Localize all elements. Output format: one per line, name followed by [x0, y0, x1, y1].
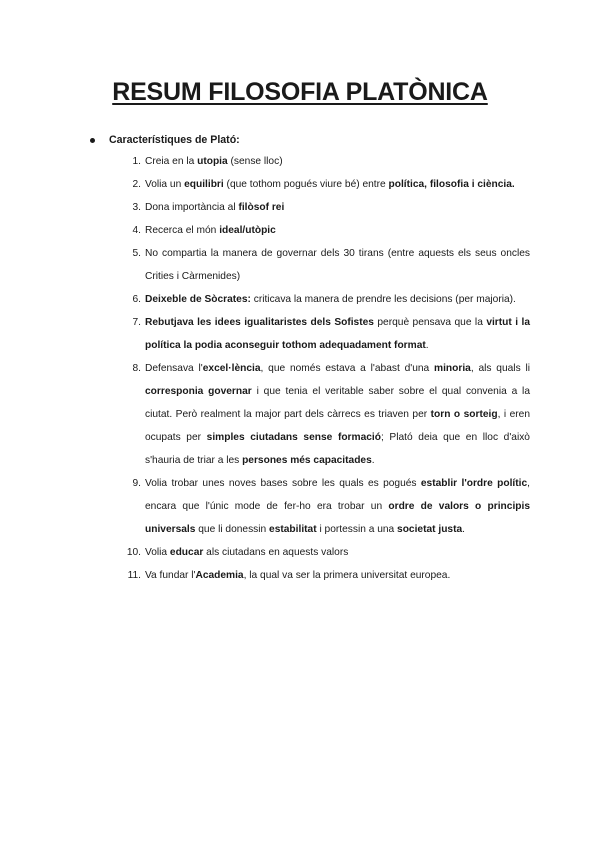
list-item-bold-text: filòsof rei [238, 202, 285, 213]
list-item-text: Recerca el món [145, 225, 220, 236]
list-item-text: Volia un [145, 179, 185, 190]
list-item-bold-text: Academia [195, 570, 244, 581]
bullet-icon [90, 138, 95, 143]
list-item-number: 8. [132, 363, 141, 374]
list-item-number: 11. [127, 570, 141, 581]
list-item [132, 219, 530, 242]
list-item-text: Va fundar l' [145, 570, 196, 581]
list-item-number: 3. [132, 202, 141, 213]
list-item-number: 7. [132, 317, 141, 328]
list-item-bold-text: torn o sorteig [430, 409, 498, 420]
numbered-list [126, 150, 530, 587]
list-item [132, 288, 530, 311]
list-item-text: als ciutadans en aquests valors [203, 547, 349, 558]
list-item-text: (que tothom pogués viure bé) entre [223, 179, 389, 190]
bullet-heading [90, 134, 240, 146]
list-item-bold-text: política, filosofia i ciència. [388, 179, 515, 190]
list-item [132, 173, 530, 196]
list-item-bold-text: Rebutjava les idees igualitaristes dels Sofistes [145, 317, 374, 328]
list-item [132, 472, 530, 541]
list-item [126, 541, 530, 564]
list-item-text: , que només estava a l'abast d'una [260, 363, 435, 374]
list-item [132, 357, 530, 472]
list-item-text: . [425, 340, 429, 351]
list-item-text: , encara que l'únic mode de fer-ho era trobar un [145, 478, 530, 512]
list-item-text: Dona importància al [145, 202, 239, 213]
list-item-bold-text: societat justa [397, 524, 463, 535]
list-item-bold-text: equilibri [184, 179, 224, 190]
list-item-bold-text: persones més capacitades [242, 455, 372, 466]
list-item-text: que li donessin [195, 524, 270, 535]
list-item-number: 10. [126, 547, 141, 558]
list-item-text: Volia trobar unes noves bases sobre les quals es pogués [145, 478, 421, 489]
list-item-bold-text: ordre de valors o principis universals [145, 501, 530, 535]
list-item-number: 5. [132, 248, 141, 259]
list-item-bold-text: estabilitat [269, 524, 317, 535]
list-item-bold-text: utopia [197, 156, 228, 167]
list-item-text: , la qual va ser la primera universitat europea. [243, 570, 451, 581]
list-item [132, 196, 530, 219]
list-item-text: No compartia la manera de governar dels 30 tirans (entre aquests els seus oncles Crities i Càrmenides) [145, 248, 530, 282]
list-item-bold-text: ideal/utòpic [219, 225, 276, 236]
list-item-number: 2. [132, 179, 141, 190]
page-title-text: RESUM FILOSOFIA PLATÒNICA [112, 78, 488, 106]
list-item-bold-text: minoria [434, 363, 471, 374]
list-item-text: perquè pensava que la [373, 317, 487, 328]
list-item-bold-text: educar [169, 547, 204, 558]
list-item-text: i portessin a una [316, 524, 398, 535]
list-item-bold-text: Deixeble de Sòcrates: [145, 294, 251, 305]
bullet-heading-text: Característiques de Plató: [109, 134, 240, 146]
list-item-text: . [462, 524, 465, 535]
list-item-bold-text: virtut i la política la podia aconseguir tothom adequadament format [145, 317, 530, 351]
list-item-bold-text: simples ciutadans sense formació [206, 432, 381, 443]
list-item [132, 242, 530, 288]
list-item-text: Volia [145, 547, 170, 558]
list-item-bold-text: corresponia governar [145, 386, 252, 397]
list-item-text: Defensava l' [145, 363, 203, 374]
list-item-text: criticava la manera de prendre les decisions (per majoria). [250, 294, 516, 305]
list-item-text: . [371, 455, 375, 466]
list-item-number: 4. [132, 225, 141, 236]
list-item-text: i que tenia el veritable saber sobre el qual convenia a la ciutat. Però realment la major part dels càrrecs es triaven per [145, 386, 530, 420]
list-item-number: 1. [132, 156, 141, 167]
list-item-number: 9. [132, 478, 141, 489]
list-item [132, 150, 530, 173]
list-item-bold-text: excel·lència [202, 363, 261, 374]
list-item [127, 564, 530, 587]
list-item-text: (sense lloc) [227, 156, 283, 167]
page-title [0, 78, 600, 107]
list-item-bold-text: establir l'ordre polític [420, 478, 528, 489]
list-item-text: , als quals li [470, 363, 530, 374]
list-item-text: Creia en la [145, 156, 198, 167]
list-item [132, 311, 530, 357]
list-item-text: , i eren ocupats per [145, 409, 530, 443]
list-item-number: 6. [132, 294, 141, 305]
list-item-text: ; Plató deia que en lloc d'això s'hauria de triar a les [145, 432, 530, 466]
